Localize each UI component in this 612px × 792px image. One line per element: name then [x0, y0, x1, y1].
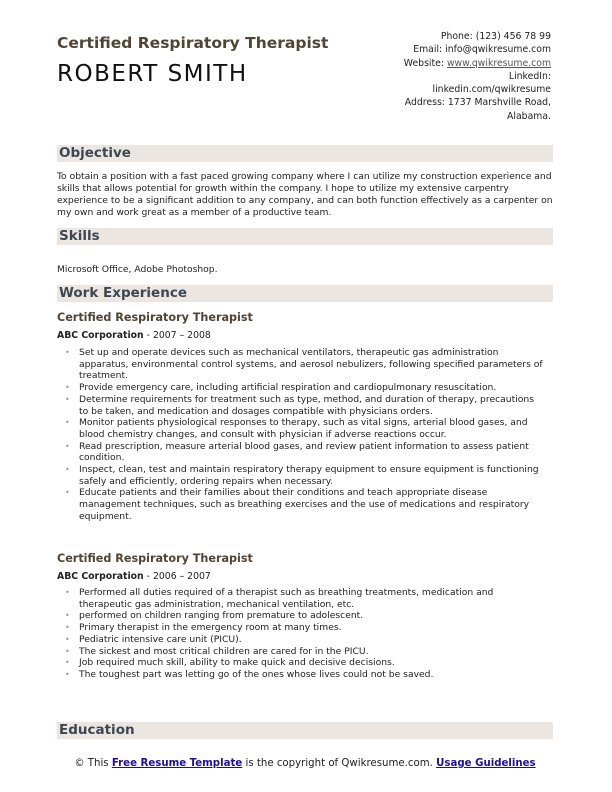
website-link[interactable]: www.qwikresume.com — [446, 57, 551, 69]
work-heading: Work Experience — [59, 285, 187, 301]
candidate-name: ROBERT SMITH — [57, 61, 248, 87]
address-line1: Address: 1737 Marshville Road, — [404, 97, 551, 109]
copyright-footer — [57, 757, 553, 770]
job-title: Certified Respiratory Therapist — [57, 552, 253, 565]
objective-heading-band — [57, 145, 553, 162]
list-item: • Pediatric intensive care unit (PICU). — [65, 634, 545, 646]
job-dates: - 2007 – 2008 — [143, 330, 211, 341]
list-item: • Educate patients and their families about their conditions and teach appropriate disease management techniques, such as breathing exercises and the use of medications and respiratory equipment. — [65, 487, 545, 522]
education-heading-band — [57, 722, 553, 739]
linkedin: linkedin.com/qwikresume — [432, 84, 551, 96]
job-bullets — [65, 587, 545, 681]
list-item: • Set up and operate devices such as mechanical ventilators, therapeutic gas administration apparatus, environmental control systems, and aerosol nebulizers, following specified parameters of treatment. — [65, 347, 545, 382]
linkedin-label: LinkedIn: — [508, 70, 551, 82]
company-name: ABC Corporation — [57, 330, 144, 341]
resume-job-title: Certified Respiratory Therapist — [57, 34, 329, 52]
job-bullets — [65, 347, 545, 523]
email: Email: info@qwikresume.com — [413, 44, 551, 56]
free-resume-template-link[interactable]: Free Resume Template — [111, 758, 243, 769]
list-item: • The toughest part was letting go of the ones whose lives could not be saved. — [65, 669, 545, 681]
list-item: • performed on children ranging from premature to adolescent. — [65, 610, 545, 622]
skills-heading: Skills — [59, 228, 100, 244]
contact-info — [361, 30, 551, 123]
footer-middle: is the copyright of Qwikresume.com. — [242, 758, 437, 769]
objective-heading: Objective — [59, 145, 131, 161]
list-item: • Read prescription, measure arterial blood gases, and review patient information to assess patient condition. — [65, 441, 545, 464]
list-item: • Provide emergency care, including artificial respiration and cardiopulmonary resuscitation. — [65, 382, 545, 394]
job-company-line — [57, 330, 211, 341]
usage-guidelines-link[interactable]: Usage Guidelines — [436, 758, 536, 769]
list-item: • Inspect, clean, test and maintain respiratory therapy equipment to ensure equipment is functioning safely and efficiently, ordering repairs when necessary. — [65, 464, 545, 487]
education-heading: Education — [59, 722, 135, 738]
work-heading-band — [57, 285, 553, 302]
address-line2: Alabama. — [507, 110, 551, 122]
list-item: • Determine requirements for treatment such as type, method, and duration of therapy, precautions to be taken, and medication and dosages compatible with physicians orders. — [65, 394, 545, 417]
phone: Phone: (123) 456 78 99 — [440, 31, 551, 42]
list-item: • Monitor patients physiological responses to therapy, such as vital signs, arterial blood gases, and blood chemistry changes, and consult with physician if adverse reactions occur. — [65, 417, 545, 440]
job-title: Certified Respiratory Therapist — [57, 311, 253, 324]
job-company-line — [57, 571, 211, 582]
list-item: • The sickest and most critical children are cared for in the PICU. — [65, 646, 545, 658]
skills-text: Microsoft Office, Adobe Photoshop. — [57, 264, 218, 275]
company-name: ABC Corporation — [57, 571, 144, 582]
website-label: Website: — [403, 57, 447, 69]
list-item: • Primary therapist in the emergency room at many times. — [65, 622, 545, 634]
list-item: • Job required much skill, ability to make quick and decisive decisions. — [65, 657, 545, 669]
job-dates: - 2006 – 2007 — [143, 571, 211, 582]
objective-text: To obtain a position with a fast paced growing company where I can utilize my construction experience and skills that allows potential for growth within the company. I hope to utilize my extensive carpentry experience to be a significant addition to any company, and can both function effectively as a carpenter on my own and work great as a member of a productive team. — [57, 171, 553, 218]
footer-prefix: © This — [74, 758, 112, 769]
list-item: • Performed all duties required of a therapist such as breathing treatments, medication and therapeutic gas administration, mechanical ventilation, etc. — [65, 587, 545, 610]
skills-heading-band — [57, 228, 553, 245]
